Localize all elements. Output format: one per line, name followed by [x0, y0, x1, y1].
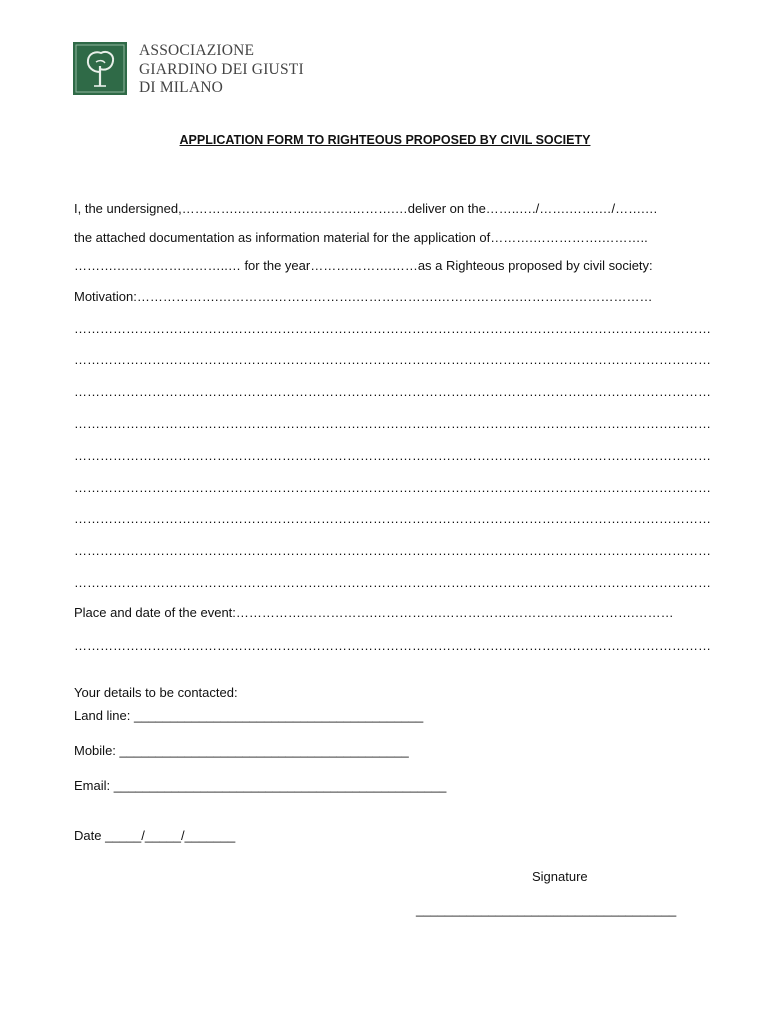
place-date-line[interactable]: ………………………………………………………………………………………………………………………………… [74, 638, 711, 653]
motivation-line[interactable]: ………………………………………………………………………………………………………………………………… [74, 416, 711, 431]
signature-label: Signature [532, 869, 588, 884]
logo-line-1: ASSOCIAZIONE [139, 42, 255, 59]
signature-line[interactable]: ____________________________________ [416, 902, 677, 917]
landline-field[interactable]: Land line: ________________________________________ [74, 708, 424, 723]
logo-line-2: GIARDINO DEI GIUSTI [139, 60, 304, 78]
logo-wordmark [139, 42, 304, 98]
tree-logo-icon [73, 42, 127, 95]
form-title: APPLICATION FORM TO RIGHTEOUS PROPOSED BY CIVIL SOCIETY [179, 133, 591, 147]
place-date-field[interactable]: Place and date of the event:…………….…………….…………….…………….…………….………….……… [74, 605, 674, 620]
motivation-line[interactable]: ………………………………………………………………………………………………………………………………… [74, 352, 711, 367]
email-field[interactable]: Email: ______________________________________________ [74, 778, 447, 793]
motivation-line[interactable]: ………………………………………………………………………………………………………………………………… [74, 511, 711, 526]
motivation-line[interactable]: ………………………………………………………………………………………………………………………………… [74, 480, 711, 495]
association-logo [73, 42, 313, 98]
documentation-field[interactable]: the attached documentation as information material for the application of……….…………….……….. [74, 230, 648, 245]
logo-line-3: DI MILANO [139, 79, 224, 96]
motivation-line[interactable]: ………………………………………………………………………………………………………………………………… [74, 575, 711, 590]
motivation-field[interactable]: Motivation:……………….………….……………….……………….……………….……….………………… [74, 289, 653, 304]
mobile-field[interactable]: Mobile: ________________________________________ [74, 743, 409, 758]
motivation-line[interactable]: ………………………………………………………………………………………………………………………………… [74, 448, 711, 463]
year-field[interactable]: ……….……………………..… for the year……………….……as a Righteous proposed by civil society: [74, 258, 653, 273]
date-field[interactable]: Date _____/_____/_______ [74, 828, 236, 843]
motivation-line[interactable]: ………………………………………………………………………………………………………………………………… [74, 384, 711, 399]
motivation-line[interactable]: ………………………………………………………………………………………………………………………………… [74, 543, 711, 558]
contact-heading: Your details to be contacted: [74, 685, 238, 700]
undersigned-field[interactable]: I, the undersigned,………….…….……….……….……….…deliver on the……..…./…….…….…/…….… [74, 201, 658, 216]
motivation-line[interactable]: ………………………………………………………………………………………………………………………………… [74, 321, 711, 336]
